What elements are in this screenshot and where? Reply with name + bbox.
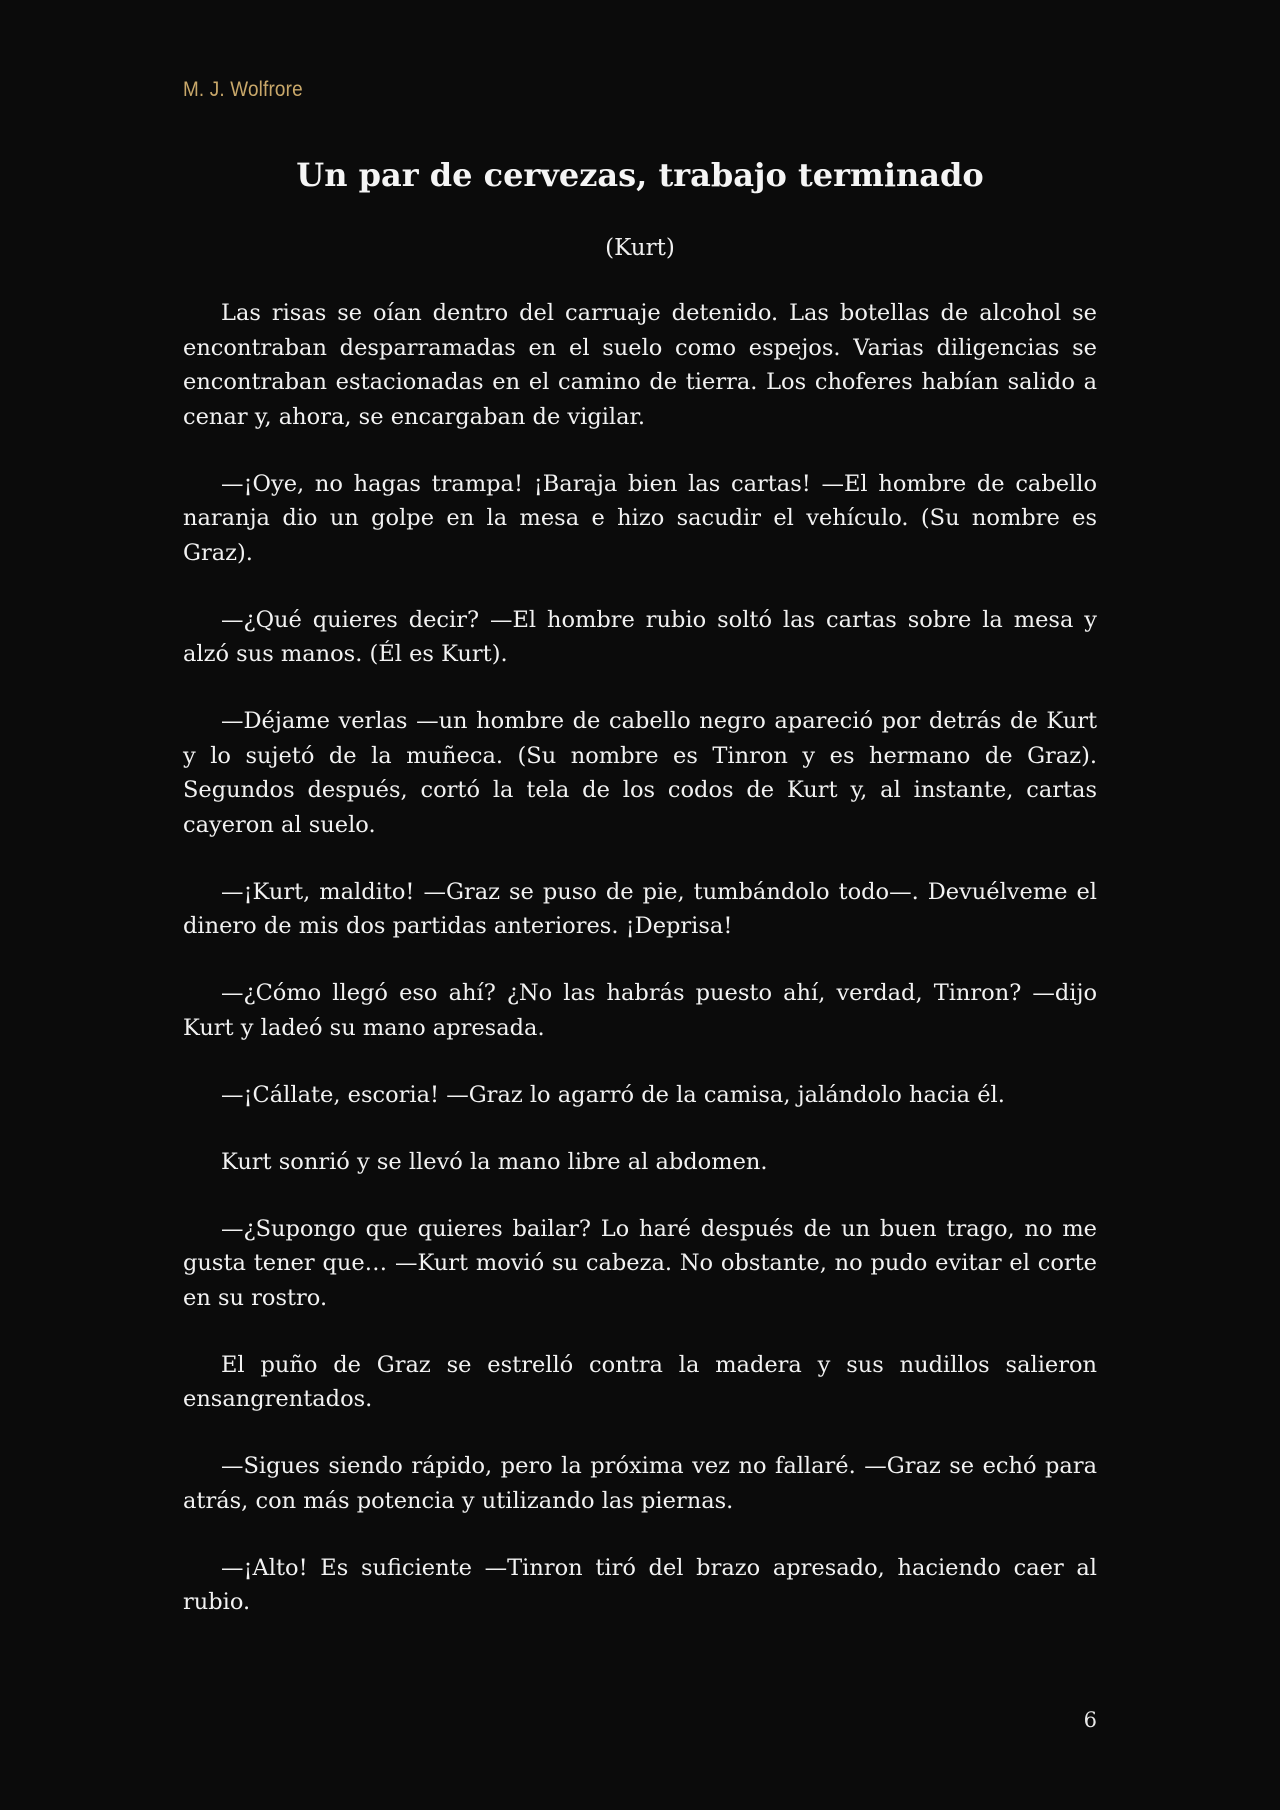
paragraph: El puño de Graz se estrelló contra la madera y sus nudillos salieron ensangrentados.	[183, 1351, 1097, 1412]
paragraph: Las risas se oían dentro del carruaje detenido. Las botellas de alcohol se encontraban desparramadas en el suelo como espejos. Varias diligencias se encontraban estacionadas en el camino de tierra. Los choferes habían salido a cenar y, ahora, se encargaban de vigilar.	[183, 300, 1097, 430]
paragraph: Kurt sonrió y se llevó la mano libre al abdomen.	[221, 1148, 768, 1175]
paragraph: —¡Alto! Es suficiente —Tinron tiró del brazo apresado, haciendo caer al rubio.	[183, 1554, 1097, 1615]
page-number: 6	[1083, 1708, 1097, 1732]
paragraph: —Sigues siendo rápido, pero la próxima vez no fallaré. —Graz se echó para atrás, con más potencia y utilizando las piernas.	[183, 1453, 1097, 1514]
paragraph: —Déjame verlas —un hombre de cabello negro apareció por detrás de Kurt y lo sujetó de la muñeca. (Su nombre es Tinron y es hermano de Graz). Segundos después, cortó la tela de los codos de Kurt y, al instante, cartas cayeron al suelo.	[183, 708, 1097, 838]
chapter-subtitle: (Kurt)	[605, 235, 675, 261]
paragraph: —¿Cómo llegó eso ahí? ¿No las habrás puesto ahí, verdad, Tinron? —dijo Kurt y ladeó su mano apresada.	[183, 980, 1097, 1041]
paragraph: —¡Oye, no hagas trampa! ¡Baraja bien las cartas! —El hombre de cabello naranja dio un golpe en la mesa e hizo sacudir el vehículo. (Su nombre es Graz).	[183, 470, 1097, 566]
chapter-title: Un par de cervezas, trabajo terminado	[296, 156, 984, 194]
chapter-body	[183, 296, 1097, 1652]
running-header-author: M. J. Wolfrore	[183, 78, 303, 101]
paragraph: —¡Cállate, escoria! —Graz lo agarró de la camisa, jalándolo hacia él.	[221, 1081, 1005, 1108]
paragraph: —¡Kurt, maldito! —Graz se puso de pie, tumbándolo todo—. Devuélveme el dinero de mis dos partidas anteriores. ¡Deprisa!	[183, 878, 1097, 939]
paragraph: —¿Supongo que quieres bailar? Lo haré después de un buen trago, no me gusta tener que… —Kurt movió su cabeza. No obstante, no pudo evitar el corte en su rostro.	[183, 1215, 1097, 1311]
paragraph: —¿Qué quieres decir? —El hombre rubio soltó las cartas sobre la mesa y alzó sus manos. (Él es Kurt).	[183, 606, 1097, 667]
book-page	[183, 0, 1097, 1810]
